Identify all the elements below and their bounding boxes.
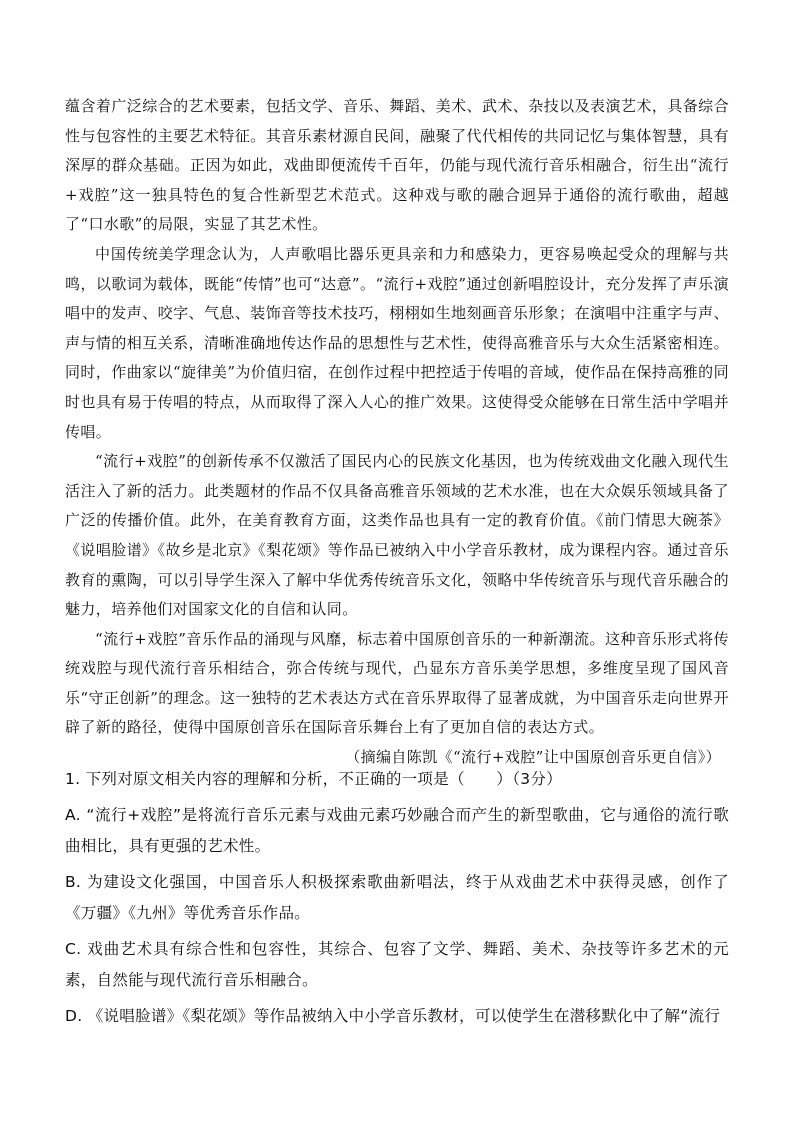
question-block <box>65 764 729 1037</box>
option-a: A. “流行+戏腔”是将流行音乐元素与戏曲元素巧妙融合而产生的新型歌曲，它与通俗的流行歌曲相比，具有更强的艺术性。 <box>65 806 729 855</box>
passage-source: （摘编自陈凯《“流行+戏腔”让中国原创音乐更自信》） <box>345 748 721 767</box>
passage-paragraph: “流行+戏腔”音乐作品的涌现与风靡，标志着中国原创音乐的一种新潮流。这种音乐形式将传统戏腔与现代流行音乐相结合，弥合传统与现代，凸显东方音乐美学思想，多维度呈现了国风音乐“守正创新”的理念。这一独特的艺术表达方式在音乐界取得了显著成就，为中国音乐走向世界开辟了新的路径，使得中国原创音乐在国际音乐舞台上有了更加自信的表达方式。 <box>65 629 729 737</box>
option-c: C. 戏曲艺术具有综合性和包容性，其综合、包容了文学、舞蹈、美术、杂技等许多艺术的元素，自然能与现代流行音乐相融合。 <box>65 940 729 989</box>
reading-passage <box>65 92 729 773</box>
option-b: B. 为建设文化强国，中国音乐人积极探索歌曲新唱法，终于从戏曲艺术中获得灵感，创作了《万疆》《九州》等优秀音乐作品。 <box>65 873 729 922</box>
passage-paragraph: 蕴含着广泛综合的艺术要素，包括文学、音乐、舞蹈、美术、武术、杂技以及表演艺术，具备综合性与包容性的主要艺术特征。其音乐素材源自民间，融聚了代代相传的共同记忆与集体智慧，具有深厚的群众基础。正因为如此，戏曲即便流传千百年，仍能与现代流行音乐相融合，衍生出“流行+戏腔”这一独具特色的复合性新型艺术范式。这种戏与歌的融合迥异于通俗的流行歌曲，超越了“口水歌”的局限，实显了其艺术性。 <box>65 97 729 234</box>
passage-paragraph: 中国传统美学理念认为，人声歌唱比器乐更具亲和力和感染力，更容易唤起受众的理解与共鸣，以歌词为载体，既能“传情”也可“达意”。“流行+戏腔”通过创新唱腔设计，充分发挥了声乐演唱中的发声、咬字、气息、装饰音等技术技巧，栩栩如生地刻画音乐形象；在演唱中注重字与声、声与情的相互关系，清晰准确地传达作品的思想性与艺术性，使得高雅音乐与大众生活紧密相连。同时，作曲家以“旋律美”为价值归宿，在创作过程中把控适于传唱的音域，使作品在保持高雅的同时也具有易于传唱的特点，从而取得了深入人心的推广效果。这使得受众能够在日常生活中学唱并传唱。 <box>65 244 729 441</box>
option-d: D. 《说唱脸谱》《梨花颂》等作品被纳入中小学音乐教材，可以使学生在潜移默化中了解“流行 <box>65 1007 721 1025</box>
passage-paragraph: “流行+戏腔”的创新传承不仅激活了国民内心的民族文化基因，也为传统戏曲文化融入现代生活注入了新的活力。此类题材的作品不仅具备高雅音乐领域的艺术水准，也在大众娱乐领域具备了广泛的传播价值。此外，在美育教育方面，这类作品也具有一定的教育价值。《前门情思大碗茶》《说唱脸谱》《故乡是北京》《梨花颂》等作品已被纳入中小学音乐教材，成为课程内容。通过音乐教育的熏陶，可以引导学生深入了解中华优秀传统音乐文化，领略中华传统音乐与现代音乐融合的魅力，培养他们对国家文化的自信和认同。 <box>65 452 729 619</box>
question-stem: 1. 下列对原文相关内容的理解和分析，不正确的一项是（ ）（3分） <box>65 770 563 788</box>
